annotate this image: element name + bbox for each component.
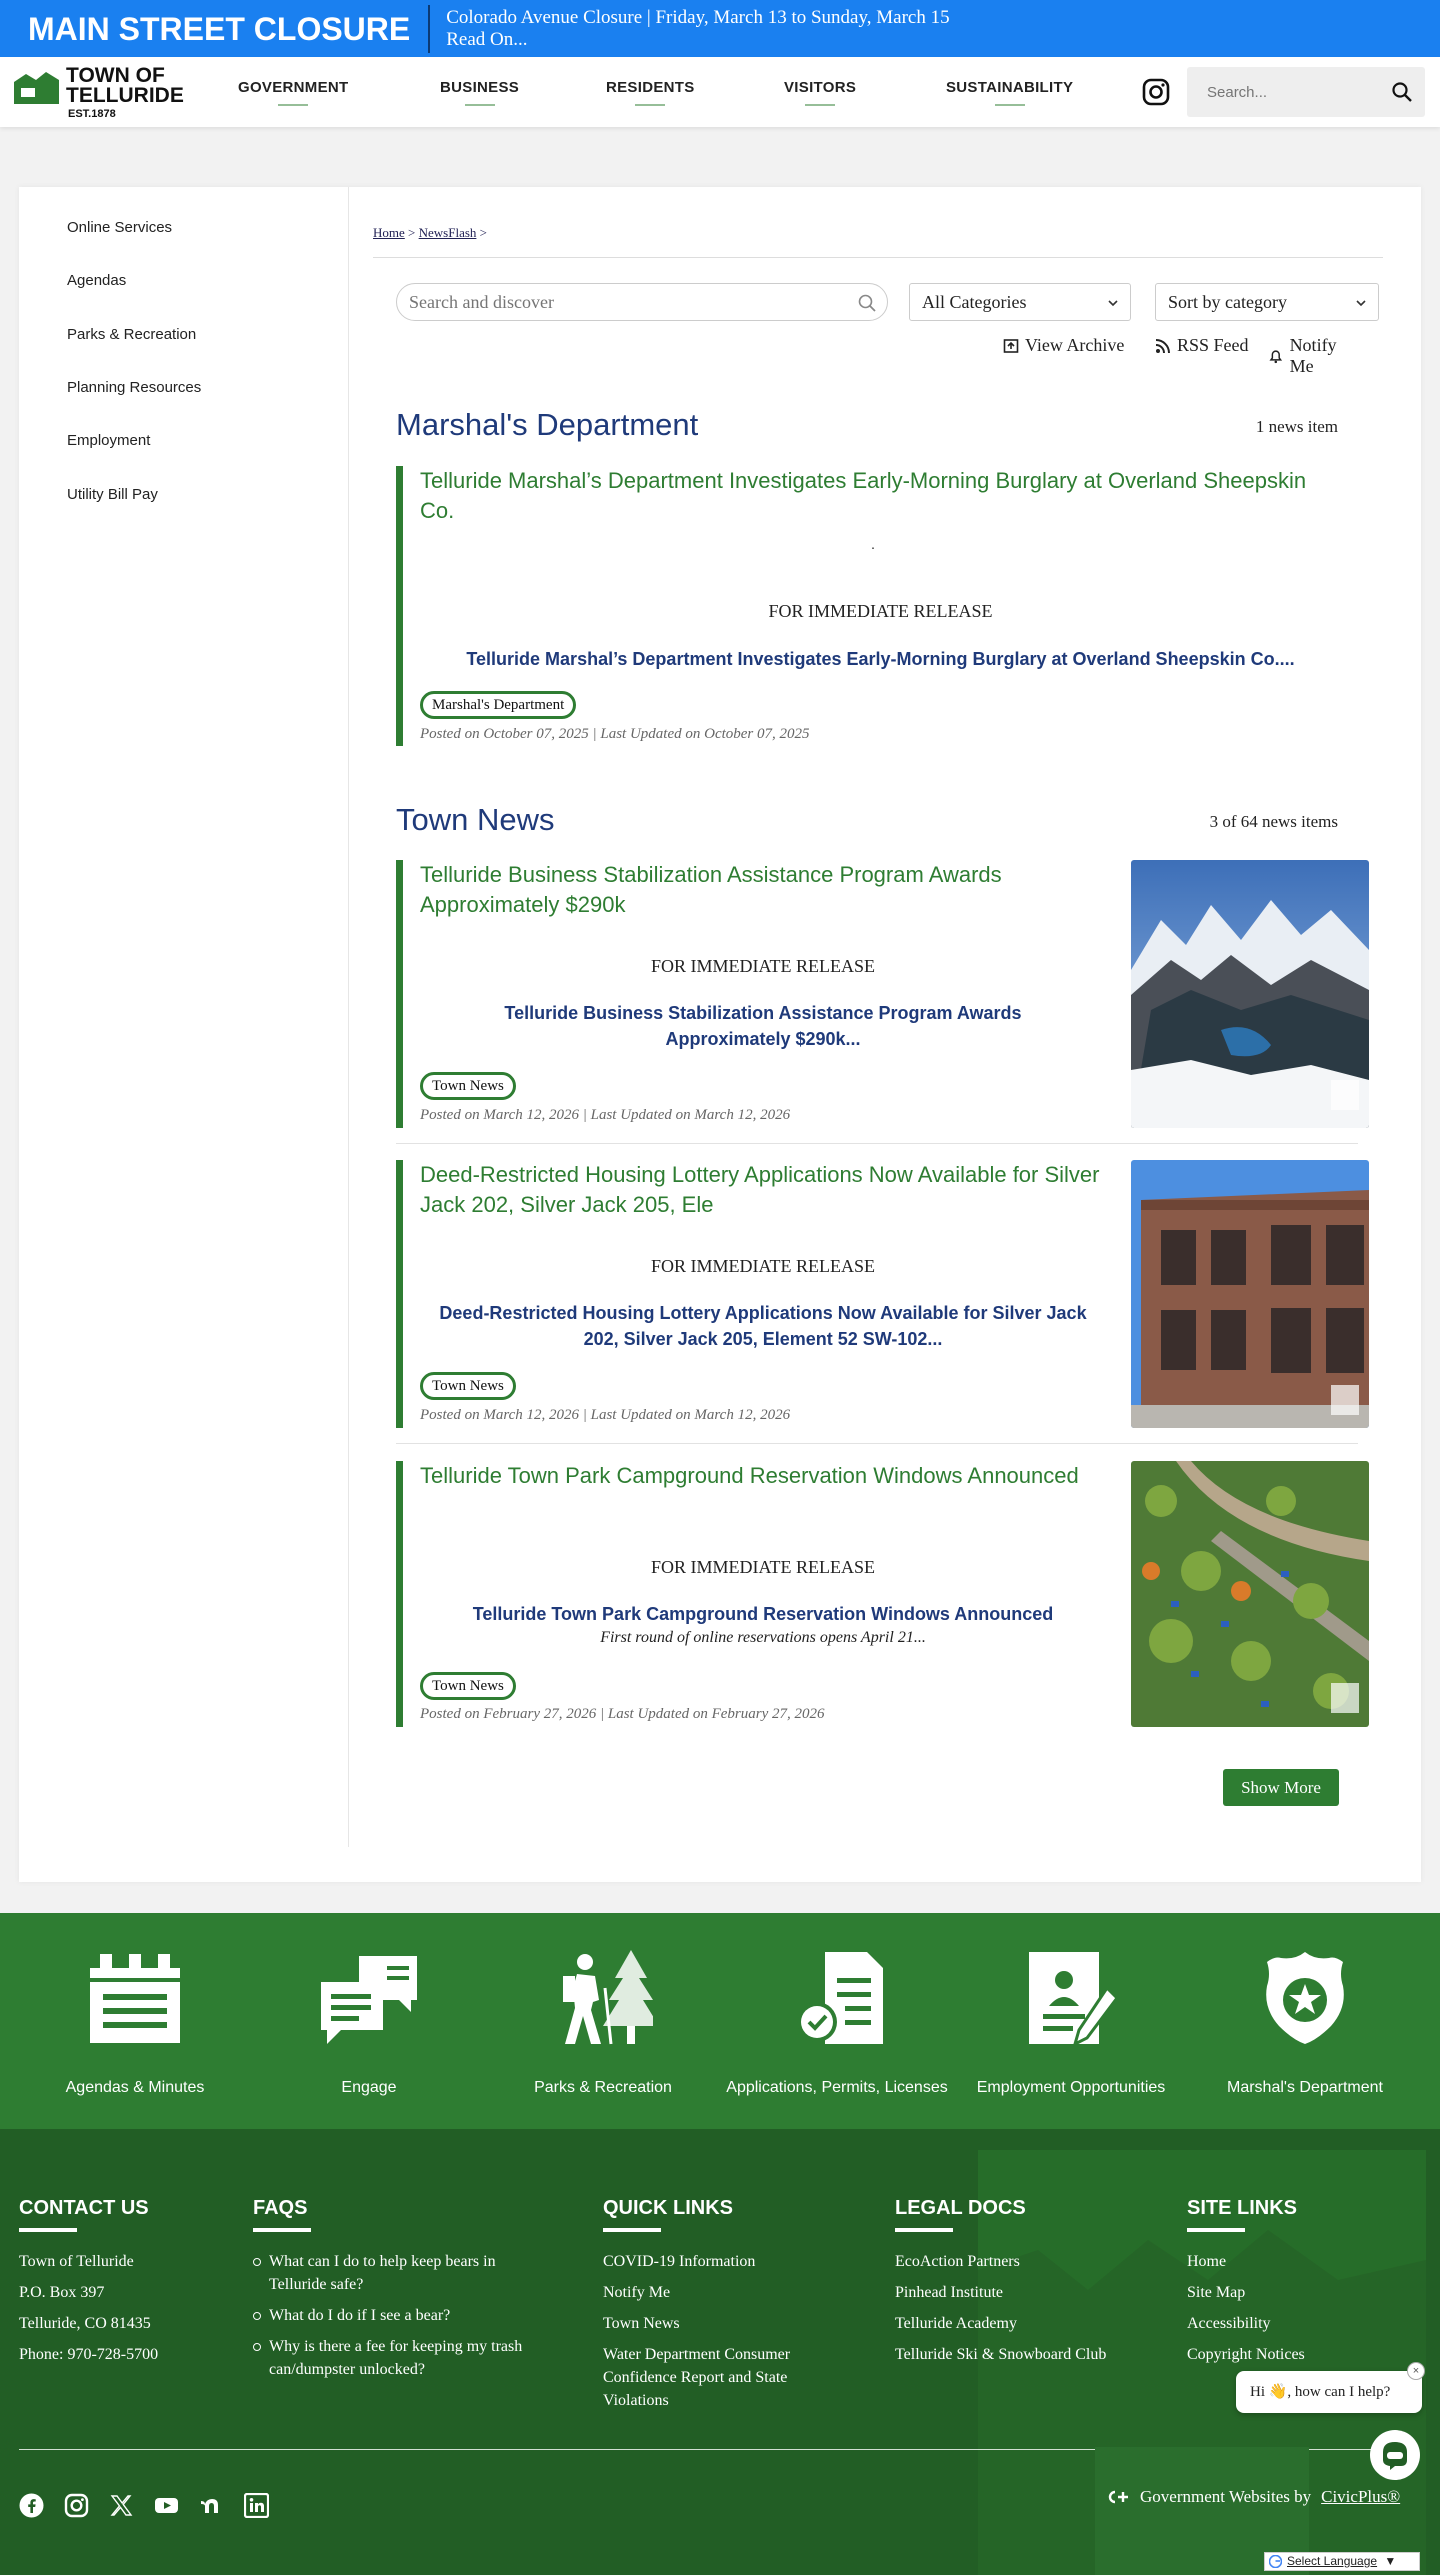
footer-site-links (1187, 2197, 1387, 2374)
news-item-release: FOR IMMEDIATE RELEASE (651, 956, 875, 976)
news-item-lead: Telluride Marshal’s Department Investigates Early-Morning Burglary at Overland Sheepskin Co.... (466, 649, 1295, 669)
chatbot-icon (1370, 2430, 1420, 2480)
section-title-town-news: Town News (396, 802, 555, 837)
chat-greeting-bubble[interactable]: Hi 👋, how can I help? (1236, 2371, 1422, 2413)
site-link[interactable]: Home (1187, 2253, 1227, 2270)
sidebar-item-employment[interactable]: Employment (67, 432, 151, 449)
news-actions (1003, 335, 1363, 376)
footer-heading: QUICK LINKS (603, 2197, 853, 2232)
faq-link[interactable]: What do I do if I see a bear? (253, 2304, 543, 2327)
chevron-down-icon (1356, 298, 1366, 308)
news-item (396, 1461, 1358, 1727)
legal-link[interactable]: Pinhead Institute (895, 2284, 1003, 2301)
faq-link[interactable]: Why is there a fee for keeping my trash can/dumpster unlocked? (253, 2335, 543, 2381)
alert-text[interactable] (430, 7, 949, 51)
news-item-release: FOR IMMEDIATE RELEASE (651, 1557, 875, 1577)
footer-quick-links (603, 2197, 853, 2420)
sidebar-item-online-services[interactable]: Online Services (67, 219, 173, 236)
legal-link[interactable]: EcoAction Partners (895, 2253, 1020, 2270)
section-count-marshal: 1 news item (1255, 417, 1338, 436)
site-search-input[interactable] (1187, 67, 1377, 117)
tile-label: Applications, Permits, Licenses (726, 2079, 948, 2096)
news-item (396, 860, 1358, 1128)
news-search (396, 283, 888, 321)
language-selector[interactable]: Select Language ▼ (1264, 2552, 1420, 2571)
contact-line: P.O. Box 397 (19, 2284, 105, 2301)
alert-title: MAIN STREET CLOSURE (0, 5, 430, 53)
site-link[interactable]: Site Map (1187, 2284, 1246, 2301)
calendar-icon (85, 1948, 185, 2048)
quick-link[interactable]: COVID-19 Information (603, 2253, 756, 2270)
legal-link[interactable]: Telluride Ski & Snowboard Club (895, 2346, 1107, 2363)
breadcrumb-home[interactable]: Home (373, 225, 405, 240)
sidebar-item-planning-resources[interactable]: Planning Resources (67, 379, 202, 396)
search-icon[interactable] (857, 293, 877, 313)
civicplus-link[interactable]: CivicPlus® (1321, 2487, 1401, 2506)
x-twitter-icon[interactable] (109, 2493, 134, 2518)
news-item-release: FOR IMMEDIATE RELEASE (651, 1256, 875, 1276)
tile-employment-opportunities[interactable] (954, 1913, 1188, 2129)
nav-business[interactable]: BUSINESS (440, 79, 519, 106)
site-link[interactable]: Accessibility (1187, 2315, 1271, 2332)
social-links (19, 2493, 269, 2521)
notify-me-link[interactable]: Notify Me (1268, 335, 1363, 377)
footer-legal-docs (895, 2197, 1135, 2374)
tile-engage[interactable] (252, 1913, 486, 2129)
application-pen-icon (1021, 1948, 1121, 2048)
news-item-tag[interactable]: Town News (420, 1072, 516, 1100)
news-divider (396, 1143, 1358, 1144)
sort-select[interactable]: Sort by category (1155, 283, 1379, 321)
news-item-posted: Posted on March 12, 2026 | Last Updated on March 12, 2026 (420, 1407, 791, 1423)
rss-icon (1155, 338, 1171, 354)
chat-launcher-button[interactable] (1370, 2430, 1420, 2480)
news-item-posted: Posted on February 27, 2026 | Last Updated on February 27, 2026 (420, 1706, 825, 1722)
news-thumbnail-building[interactable] (1131, 1160, 1369, 1428)
document-badge-icon (787, 1948, 887, 2048)
site-link[interactable]: Copyright Notices (1187, 2346, 1305, 2363)
site-header (0, 57, 1440, 127)
footer-faqs (253, 2197, 543, 2389)
nav-government[interactable]: GOVERNMENT (238, 79, 349, 106)
chat-close-button[interactable]: × (1407, 2362, 1425, 2380)
news-item-title[interactable]: Deed-Restricted Housing Lottery Applications Now Available for Silver Jack 202, Silver Jack 205, Ele (420, 1162, 1100, 1217)
google-translate-icon (1269, 2555, 1282, 2568)
section-title-marshal: Marshal's Department (396, 407, 699, 442)
tile-label: Engage (341, 2079, 397, 2096)
tile-label: Agendas & Minutes (65, 2079, 205, 2096)
news-item-dot: . (871, 538, 875, 553)
logo-wordmark: TOWN OF TELLURIDE (66, 64, 184, 107)
news-item (396, 466, 1358, 746)
main-nav (200, 57, 1100, 127)
chat-bubbles-icon (319, 1948, 419, 2048)
news-item-posted: Posted on March 12, 2026 | Last Updated on March 12, 2026 (420, 1107, 791, 1123)
news-item-tag[interactable]: Town News (420, 1672, 516, 1700)
nextdoor-icon[interactable] (199, 2493, 224, 2518)
footer-heading: LEGAL DOCS (895, 2197, 1135, 2232)
footer-heading: FAQS (253, 2197, 543, 2232)
footer-heading: SITE LINKS (1187, 2197, 1387, 2232)
news-item (396, 1160, 1358, 1428)
news-item-title[interactable]: Telluride Town Park Campground Reservation Windows Announced (420, 1463, 1079, 1488)
tile-agendas-minutes[interactable] (18, 1913, 252, 2129)
news-item-lead: Telluride Town Park Campground Reservation Windows Announced (472, 1604, 1054, 1624)
civicplus-logo-icon (1106, 2490, 1130, 2504)
news-item-title[interactable]: Telluride Marshal’s Department Investigates Early-Morning Burglary at Overland Sheepskin Co. (420, 468, 1307, 523)
logo-est: EST.1878 (68, 108, 116, 120)
news-filters (396, 283, 1356, 323)
news-thumbnail-mountains[interactable] (1131, 860, 1369, 1128)
nav-visitors[interactable]: VISITORS (784, 79, 856, 106)
facebook-icon[interactable] (19, 2493, 44, 2518)
police-badge-icon (1255, 1948, 1355, 2048)
archive-icon (1003, 338, 1019, 354)
quick-link[interactable]: Water Department Consumer Confidence Report and State Violations (603, 2346, 791, 2409)
faq-link[interactable]: What can I do to help keep bears in Telluride safe? (253, 2250, 543, 2296)
chevron-down-icon (1108, 298, 1118, 308)
contact-line: Town of Telluride (19, 2253, 134, 2270)
section-count-town-news: 3 of 64 news items (1209, 812, 1338, 831)
sidebar-item-utility-bill-pay[interactable]: Utility Bill Pay (67, 486, 158, 503)
tile-applications-permits[interactable] (720, 1913, 954, 2129)
news-item-release: FOR IMMEDIATE RELEASE (768, 601, 993, 621)
tile-marshals-department[interactable] (1188, 1913, 1422, 2129)
nav-sustainability[interactable]: SUSTAINABILITY (946, 79, 1073, 106)
civicplus-credit: Government Websites by CivicPlus® (1106, 2487, 1400, 2507)
nav-residents[interactable]: RESIDENTS (606, 79, 695, 106)
alert-line: Colorado Avenue Closure | Friday, March 13 to Sunday, March 15 (446, 6, 950, 28)
quick-link[interactable]: Notify Me (603, 2284, 671, 2301)
breadcrumb-newsflash[interactable]: NewsFlash (418, 225, 477, 240)
breadcrumb: Home > NewsFlash > (373, 225, 1383, 258)
contact-phone[interactable]: Phone: 970-728-5700 (19, 2346, 159, 2363)
tile-label: Parks & Recreation (534, 2079, 672, 2096)
bell-icon (1268, 348, 1284, 364)
town-logo[interactable] (14, 62, 184, 122)
sidebar (19, 187, 349, 1847)
footer-contact (19, 2197, 239, 2374)
category-select[interactable]: All Categories (909, 283, 1131, 321)
tile-parks-recreation[interactable] (486, 1913, 720, 2129)
quick-link-tiles (0, 1913, 1440, 2129)
news-item-subtitle: First round of online reservations opens April 21... (600, 1629, 926, 1646)
footer-heading: CONTACT US (19, 2197, 239, 2232)
sidebar-item-agendas[interactable]: Agendas (67, 272, 127, 289)
show-more-button[interactable]: Show More (1223, 1769, 1339, 1806)
sidebar-item-parks-recreation[interactable]: Parks & Recreation (67, 326, 197, 343)
quick-link[interactable]: Town News (603, 2315, 680, 2332)
tile-label: Employment Opportunities (976, 2079, 1166, 2096)
news-item-lead: Deed-Restricted Housing Lottery Applications Now Available for Silver Jack 202, Silver Jack 205, Element 52 SW-102... (439, 1303, 1087, 1349)
instagram-icon[interactable] (64, 2493, 89, 2518)
logo-flag-icon (14, 68, 59, 104)
contact-line: Telluride, CO 81435 (19, 2315, 151, 2332)
site-footer (0, 2129, 1440, 2575)
linkedin-icon[interactable] (244, 2493, 269, 2518)
search-icon[interactable] (1391, 81, 1413, 103)
tile-label: Marshal's Department (1227, 2079, 1383, 2096)
hiker-icon (553, 1948, 653, 2048)
rss-feed-link[interactable]: RSS Feed (1155, 335, 1249, 356)
news-item-tag[interactable]: Town News (420, 1372, 516, 1400)
view-archive-link[interactable]: View Archive (1003, 335, 1124, 356)
news-search-input[interactable] (397, 284, 837, 320)
news-divider (396, 1443, 1358, 1444)
news-thumbnail-campground[interactable] (1131, 1461, 1369, 1727)
alert-banner[interactable] (0, 0, 1440, 57)
news-item-lead: Telluride Business Stabilization Assistance Program Awards Approximately $290k... (504, 1003, 1022, 1049)
news-item-title[interactable]: Telluride Business Stabilization Assistance Program Awards Approximately $290k (420, 862, 1002, 917)
news-item-posted: Posted on October 07, 2025 | Last Updated on October 07, 2025 (420, 726, 810, 742)
main-content-card (19, 187, 1421, 1882)
site-search (1187, 67, 1425, 117)
youtube-icon[interactable] (154, 2493, 179, 2518)
legal-link[interactable]: Telluride Academy (895, 2315, 1017, 2332)
instagram-icon[interactable] (1141, 77, 1171, 107)
news-item-tag[interactable]: Marshal's Department (420, 691, 576, 719)
alert-read-on-link[interactable]: Read On... (446, 28, 528, 50)
